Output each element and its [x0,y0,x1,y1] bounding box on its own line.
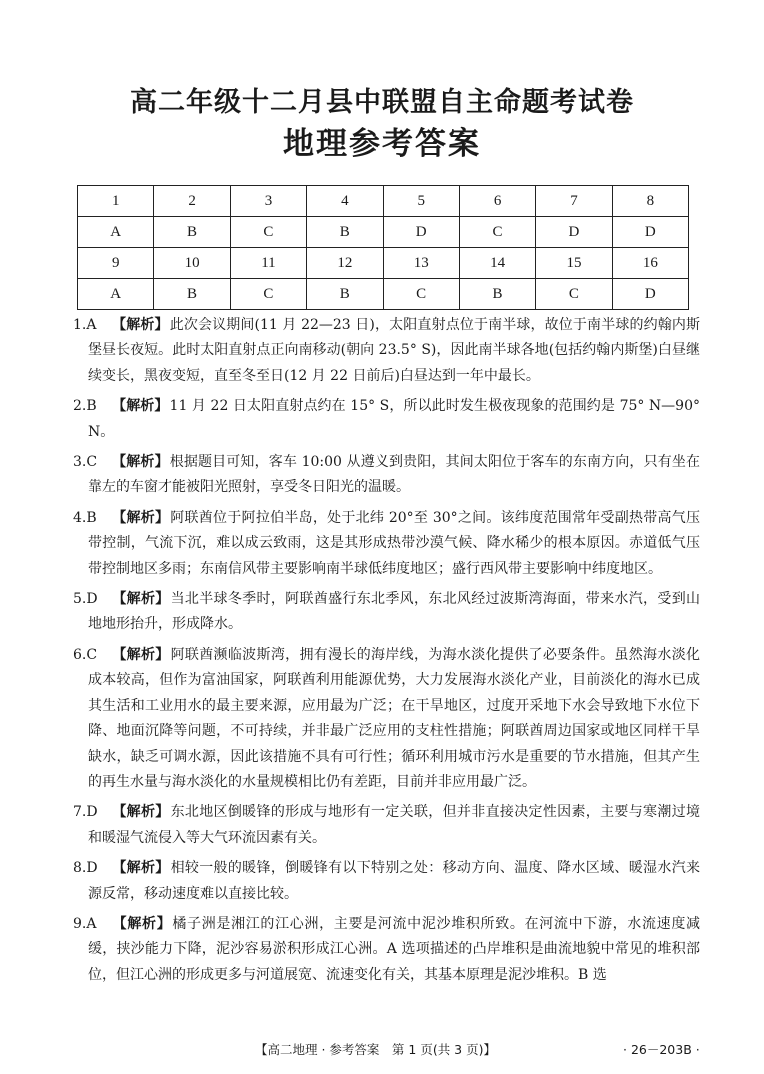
explanation-text: 相较一般的暖锋，倒暖锋有以下特别之处：移动方向、温度、降水区域、暖湿水汽来源反常，移动速度难以直接比较。 [88,860,701,902]
explanation-item [70,313,700,389]
question-number: 3.C [73,454,98,471]
analysis-tag: 【解析】 [112,591,170,608]
answer-row [78,279,689,310]
question-number-row [78,186,689,217]
question-number: 8.D [73,860,98,877]
explanation-item [70,506,700,582]
answer-cell: A [78,279,154,310]
answer-table [77,185,689,310]
question-number-cell: 12 [307,248,383,279]
question-number-row [78,248,689,279]
question-number-cell: 14 [459,248,535,279]
question-number-cell: 6 [459,186,535,217]
answer-cell: C [459,217,535,248]
question-number-cell: 13 [383,248,459,279]
answer-cell: D [536,217,612,248]
answer-cell: C [230,217,306,248]
question-number: 1.A [73,317,97,333]
exam-title: 高二年级十二月县中联盟自主命题考试卷 [130,87,634,118]
answer-cell: D [612,279,688,310]
question-number-cell: 8 [612,186,688,217]
explanation-text: 11 月 22 日太阳直射点约在 15° S，所以此时发生极夜现象的范围约是 75° N—90° N。 [88,398,701,440]
explanation-text: 阿联酋濒临波斯湾，拥有漫长的海岸线，为海水淡化提供了必要条件。虽然海水淡化成本较高，但作为富油国家，阿联酋利用能源优势，大力发展海水淡化产业，目前淡化的海水已成其生活和工业用水的最主要来源，应用最为广泛；在干旱地区，过度开采地下水会导致地下水位下降、地面沉降等问题，不可持续，并非最广泛应用的支柱性措施；阿联酋周边国家或地区同样干旱缺水，缺乏可调水源，因此该措施不具有可行性；循环利用城市污水是重要的节水措施，但其产生的再生水量与海水淡化的水量规模相比仍有差距，目前并非应用最广泛。 [88,646,701,790]
question-number-cell: 5 [383,186,459,217]
question-number: 6.C [73,646,98,663]
explanation-item [70,800,700,851]
explanation-text: 此次会议期间(11 月 22—23 日)，太阳直射点位于南半球，故位于南半球的约翰内斯堡昼长夜短。此时太阳直射点正向南移动(朝向 23.5° S)，因此南半球各地(包括约翰内斯堡)白昼继续变长，黑夜变短，直至冬至日(12 月 22 日前后)白昼达到一年中最长。 [88,317,701,384]
explanation-text: 根据题目可知，客车 10:00 从遵义到贵阳，其间太阳位于客车的东南方向，只有坐在靠左的车窗才能被阳光照射，享受冬日阳光的温暖。 [88,454,700,496]
page-footer: 【高二地理 · 参考答案 第 1 页(共 3 页)】 [255,1042,496,1057]
question-number: 2.B [73,398,97,415]
answer-cell: C [383,279,459,310]
explanation-item [70,394,700,445]
explanation-item [70,856,700,907]
question-number-cell: 3 [230,186,306,217]
answer-cell: B [307,217,383,248]
answer-row [78,217,689,248]
analysis-tag: 【解析】 [112,454,169,471]
explanation-text: 橘子洲是湘江的江心洲，主要是河流中泥沙堆积所致。在河流中下游，水流速度减缓，挟沙能力下降，泥沙容易淤积形成江心洲。A 选项描述的凸岸堆积是曲流地貌中常见的堆积部位，但江心洲的形成更多与河道展宽、流速变化有关，其基本原理是泥沙堆积。B 选 [88,915,700,983]
analysis-tag: 【解析】 [112,317,169,333]
question-number-cell: 9 [78,248,154,279]
answer-cell: B [154,217,230,248]
question-number: 4.B [73,509,97,526]
answer-cell: D [383,217,459,248]
question-number-cell: 1 [78,186,154,217]
explanation-item [70,450,700,501]
answer-key-title: 地理参考答案 [283,126,481,162]
question-number: 7.D [73,804,98,821]
analysis-tag: 【解析】 [112,398,169,415]
analysis-tag: 【解析】 [112,915,172,932]
analysis-tag: 【解析】 [112,804,170,821]
question-number: 5.D [73,591,98,608]
explanation-item [70,587,700,638]
question-number-cell: 2 [154,186,230,217]
analysis-tag: 【解析】 [112,646,170,663]
explanation-item [70,643,700,795]
question-number-cell: 15 [536,248,612,279]
answer-cell: B [154,279,230,310]
analysis-tag: 【解析】 [112,860,170,877]
explanation-text: 当北半球冬季时，阿联酋盛行东北季风，东北风经过波斯湾海面，带来水汽，受到山地地形抬升，形成降水。 [88,591,701,633]
answer-cell: C [536,279,612,310]
question-number-cell: 10 [154,248,230,279]
answer-cell: B [459,279,535,310]
explanation-text: 阿联酋位于阿拉伯半岛，处于北纬 20°至 30°之间。该纬度范围常年受副热带高气压带控制，气流下沉，难以成云致雨，这是其形成热带沙漠气候、降水稀少的根本原因。赤道低气压带控制地区多雨；东南信风带主要影响南半球低纬度地区；盛行西风带主要影响中纬度地区。 [88,509,701,577]
question-number-cell: 16 [612,248,688,279]
answer-cell: B [307,279,383,310]
question-number-cell: 4 [307,186,383,217]
answer-cell: C [230,279,306,310]
analysis-tag: 【解析】 [112,509,170,526]
explanation-text: 东北地区倒暖锋的形成与地形有一定关联，但并非直接决定性因素，主要与寒潮过境和暖湿气流侵入等大气环流因素有关。 [88,804,701,846]
answer-cell: D [612,217,688,248]
question-number: 9.A [73,915,97,932]
document-code: · 26－203B · [623,1042,700,1057]
explanation-item [70,912,700,988]
explanation-list [70,313,700,993]
question-number-cell: 11 [230,248,306,279]
question-number-cell: 7 [536,186,612,217]
answer-cell: A [78,217,154,248]
